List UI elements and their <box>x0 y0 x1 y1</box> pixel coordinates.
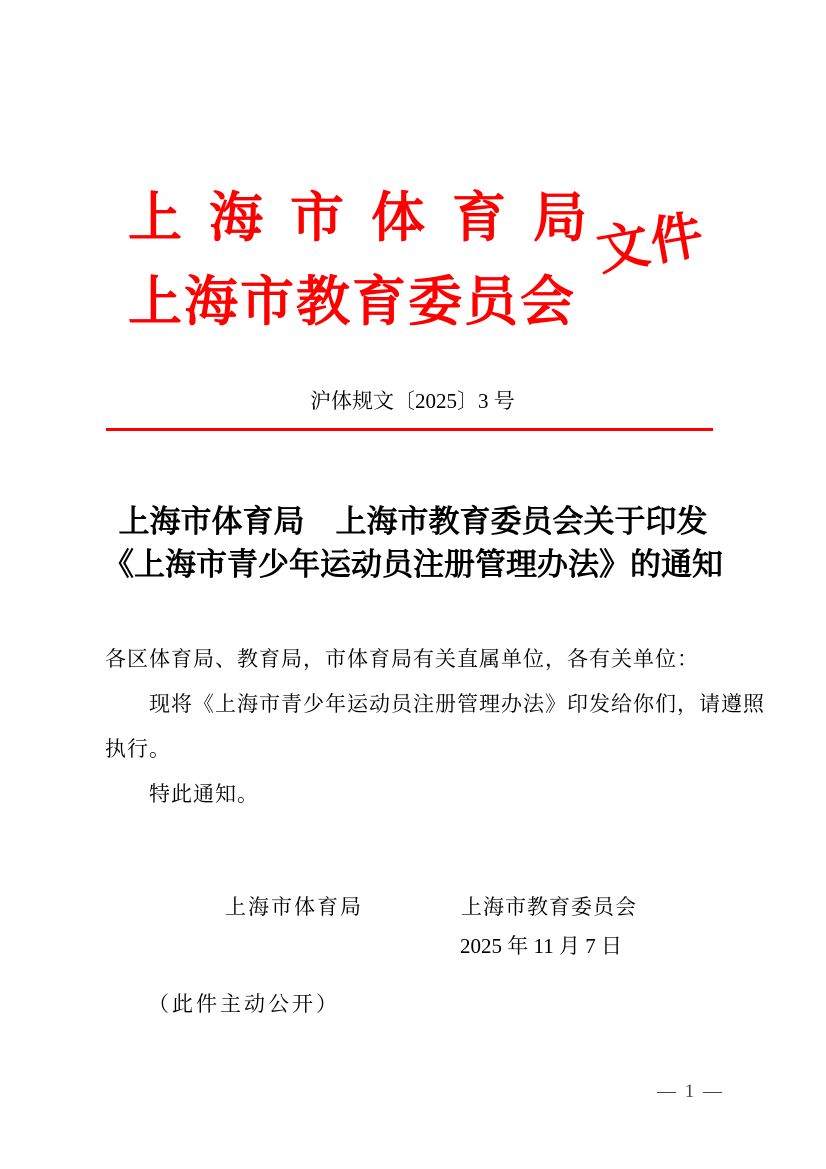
document-type-stamp: 文件 <box>592 206 710 282</box>
body-paragraph-line: 现将《上海市青少年运动员注册管理办法》印发给你们，请遵照 <box>149 692 765 716</box>
document-body <box>105 637 765 817</box>
issuer-name-line1: 上海市体育局 <box>128 188 614 248</box>
page-number: — 1 — <box>657 1081 724 1102</box>
disclosure-note: （此件主动公开） <box>148 992 340 1016</box>
body-paragraph-line: 执行。 <box>105 737 171 761</box>
red-divider-line <box>106 428 713 431</box>
document-title-line1: 上海市体育局 上海市教育委员会关于印发 <box>118 504 708 539</box>
reference-number: 沪体规文〔2025〕3 号 <box>310 389 515 413</box>
signature-issuer-right: 上海市教育委员会 <box>461 895 637 919</box>
salutation-line: 各区体育局、教育局，市体育局有关直属单位，各有关单位： <box>105 647 699 671</box>
document-title <box>100 500 726 586</box>
signature-issuer-left: 上海市体育局 <box>225 895 363 919</box>
signature-date: 2025 年 11 月 7 日 <box>460 934 622 958</box>
issuer-name-line2: 上海市教育委员会 <box>128 272 576 332</box>
closing-line: 特此通知。 <box>149 782 259 806</box>
document-title-line2: 《上海市青少年运动员注册管理办法》的通知 <box>103 547 723 582</box>
